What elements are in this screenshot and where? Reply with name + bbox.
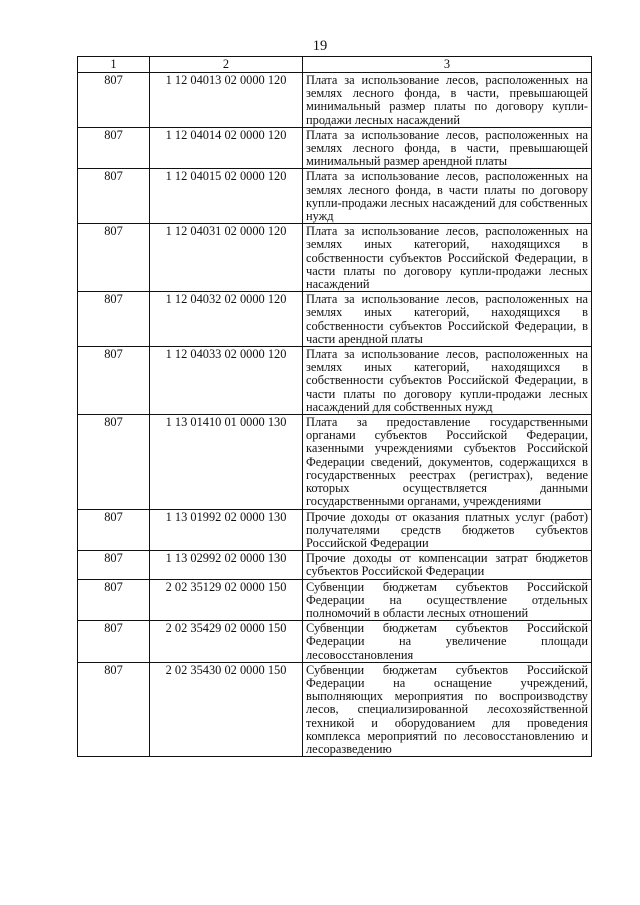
table-row xyxy=(78,621,592,663)
administrator-code-cell: 807 xyxy=(78,621,150,663)
administrator-code-cell: 807 xyxy=(78,551,150,579)
administrator-code-cell: 807 xyxy=(78,415,150,509)
revenue-code-cell: 2 02 35430 02 0000 150 xyxy=(150,662,303,756)
column-header-1: 1 xyxy=(78,57,150,73)
revenue-name-cell: Плата за использование лесов, расположенных на землях иных категорий, находящихся в собственности субъектов Российской Федерации, в части арендной платы xyxy=(303,292,592,347)
table-row xyxy=(78,551,592,579)
revenue-code-cell: 1 12 04032 02 0000 120 xyxy=(150,292,303,347)
administrator-code-cell: 807 xyxy=(78,292,150,347)
revenue-name-cell: Субвенции бюджетам субъектов Российской Федерации на увеличение площади лесовосстановления xyxy=(303,621,592,663)
revenue-code-cell: 2 02 35129 02 0000 150 xyxy=(150,579,303,621)
revenue-name-cell: Субвенции бюджетам субъектов Российской Федерации на осуществление отдельных полномочий в области лесных отношений xyxy=(303,579,592,621)
table-row xyxy=(78,292,592,347)
revenue-codes-table xyxy=(77,56,592,757)
revenue-code-cell: 1 12 04033 02 0000 120 xyxy=(150,347,303,415)
administrator-code-cell: 807 xyxy=(78,169,150,224)
table-row xyxy=(78,579,592,621)
page-number: 19 xyxy=(312,38,328,54)
revenue-code-cell: 1 12 04013 02 0000 120 xyxy=(150,73,303,128)
column-header-2: 2 xyxy=(150,57,303,73)
table-row xyxy=(78,169,592,224)
table-row xyxy=(78,509,592,551)
revenue-code-cell: 1 13 01410 01 0000 130 xyxy=(150,415,303,509)
revenue-name-cell: Плата за использование лесов, расположенных на землях иных категорий, находящихся в собственности субъектов Российской Федерации, в части платы по договору купли-продажи лесных насаждений для собственных нужд xyxy=(303,347,592,415)
revenue-name-cell: Плата за использование лесов, расположенных на землях лесного фонда, в части, превышающей минимальный размер арендной платы xyxy=(303,127,592,169)
revenue-code-cell: 2 02 35429 02 0000 150 xyxy=(150,621,303,663)
revenue-name-cell: Плата за использование лесов, расположенных на землях иных категорий, находящихся в собственности субъектов Российской Федерации, в части платы по договору купли-продажи лесных насаждений xyxy=(303,224,592,292)
revenue-name-cell: Плата за использование лесов, расположенных на землях лесного фонда, в части, превышающей минимальный размер платы по договору купли-продажи лесных насаждений xyxy=(303,73,592,128)
revenue-name-cell: Плата за предоставление государственными органами субъектов Российской Федерации, казенными учреждениями субъектов Российской Федерации сведений, документов, содержащихся в государственных реестрах (регистрах), ведение которых осуществляется данными государственными органами, учреждениями xyxy=(303,415,592,509)
revenue-code-cell: 1 12 04014 02 0000 120 xyxy=(150,127,303,169)
column-header-3: 3 xyxy=(303,57,592,73)
administrator-code-cell: 807 xyxy=(78,579,150,621)
administrator-code-cell: 807 xyxy=(78,509,150,551)
table-row xyxy=(78,127,592,169)
administrator-code-cell: 807 xyxy=(78,662,150,756)
administrator-code-cell: 807 xyxy=(78,73,150,128)
revenue-name-cell: Плата за использование лесов, расположенных на землях лесного фонда, в части платы по договору купли-продажи лесных насаждений для собственных нужд xyxy=(303,169,592,224)
table-row xyxy=(78,662,592,756)
revenue-name-cell: Прочие доходы от компенсации затрат бюджетов субъектов Российской Федерации xyxy=(303,551,592,579)
table-row xyxy=(78,73,592,128)
revenue-code-cell: 1 12 04015 02 0000 120 xyxy=(150,169,303,224)
revenue-name-cell: Прочие доходы от оказания платных услуг (работ) получателями средств бюджетов субъектов Российской Федерации xyxy=(303,509,592,551)
table-row xyxy=(78,224,592,292)
table-row xyxy=(78,347,592,415)
administrator-code-cell: 807 xyxy=(78,127,150,169)
table-row xyxy=(78,415,592,509)
administrator-code-cell: 807 xyxy=(78,347,150,415)
revenue-name-cell: Субвенции бюджетам субъектов Российской Федерации на оснащение учреждений, выполняющих мероприятия по воспроизводству лесов, специализированной лесохозяйственной техникой и оборудованием для проведения комплекса мероприятий по лесовосстановлению и лесоразведению xyxy=(303,662,592,756)
table-header-row xyxy=(78,57,592,73)
revenue-code-cell: 1 13 01992 02 0000 130 xyxy=(150,509,303,551)
administrator-code-cell: 807 xyxy=(78,224,150,292)
revenue-code-cell: 1 12 04031 02 0000 120 xyxy=(150,224,303,292)
revenue-code-cell: 1 13 02992 02 0000 130 xyxy=(150,551,303,579)
